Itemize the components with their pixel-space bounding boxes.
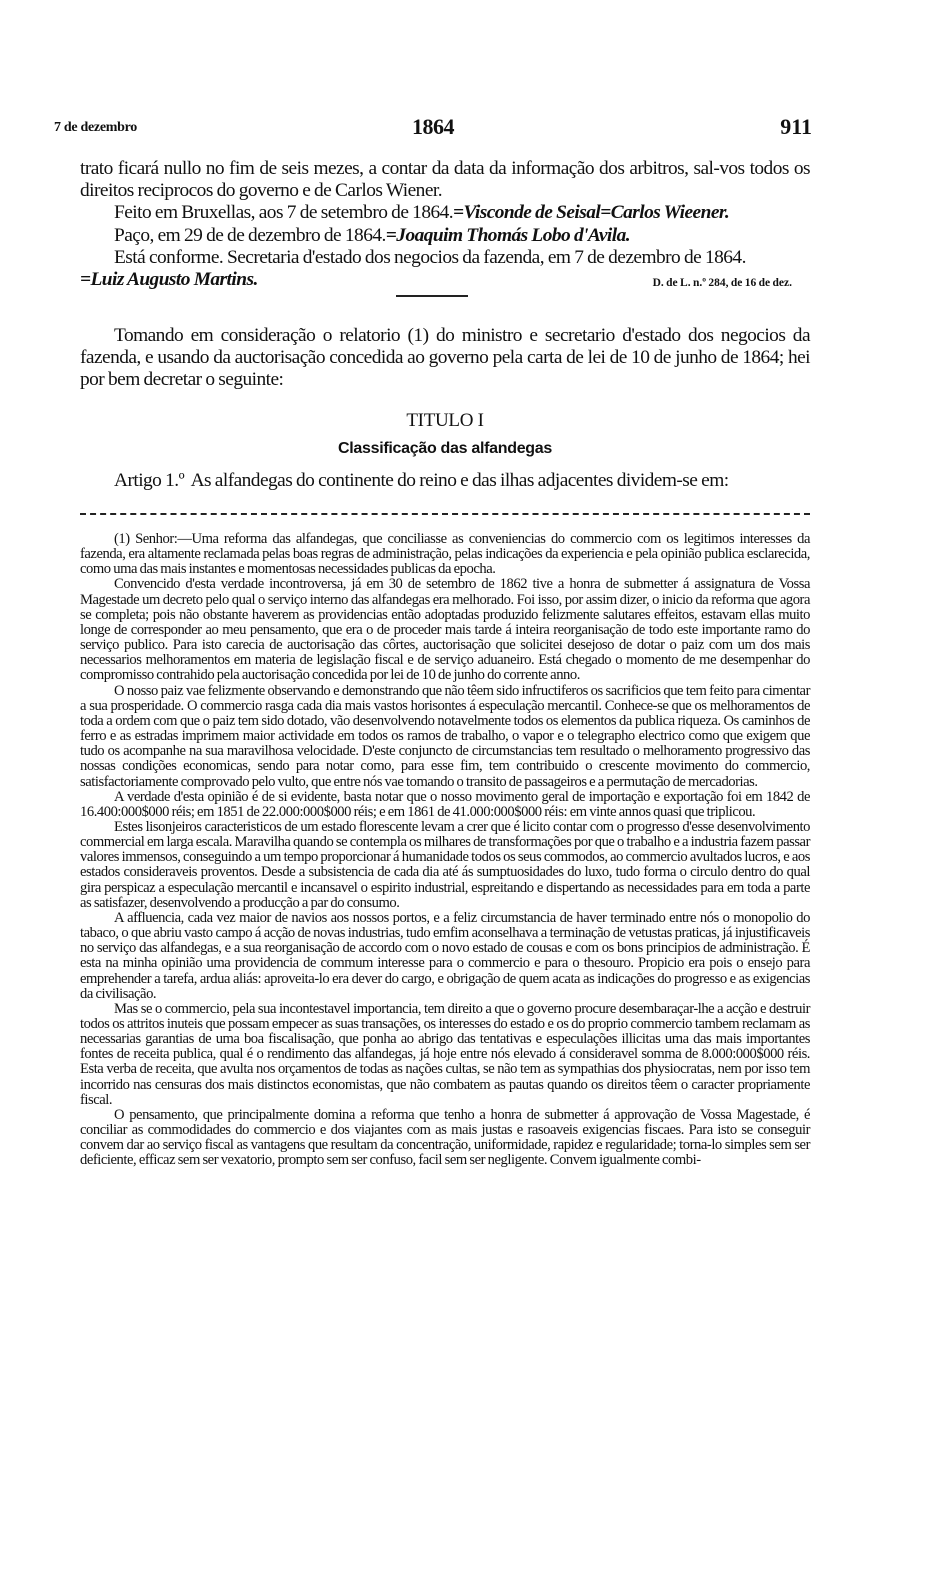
subtitle-heading: Classificação das alfandegas xyxy=(338,440,552,457)
article-1 xyxy=(80,470,810,492)
section-divider xyxy=(396,295,468,297)
signed-place: Feito em Bruxellas, aos 7 de setembro de 1864. xyxy=(114,202,454,224)
footnote-paragraph: O nosso paiz vae felizmente observando e demonstrando que não têem sido infructiferos os sacrificios que tem feito para cimentar a sua prosperidade. O commercio rasga cada dia mais vastos horisontes á especulação mercantil. Conhece-se que os melhoramentos de toda a ordem com que o paiz tem sido dotado, vão desenvolvendo notavelmente todos os elementos da publica riqueza. Os caminhos de ferro e as estradas imprimem maior actividade em todos os ramos de trabalho, o vapor e o telegrapho electrico como que exigem que tudo os acompanhe na sua maravilhosa velocidade. D'este conjuncto de circumstancias tem resultado o melhoramento progressivo das nossas condições economicas, sendo para notar como, para esse fim, tem contribuido o crescente movimento do commercio, satisfactoriamente comprovado pelo vulto, que entre nós vae tomando o transito de passageiros e a permutação de mercadorias. xyxy=(80,682,810,790)
conforme-signatory: =Luiz Augusto Martins. xyxy=(80,269,258,291)
conforme-line: Está conforme. Secretaria d'estado dos negocios da fazenda, em 7 de dezembro de 1864. xyxy=(114,246,746,268)
title-heading: TITULO I xyxy=(406,410,484,431)
paco-signatory: =Joaquim Thomás Lobo d'Avila. xyxy=(385,224,631,246)
footnote-paragraph: A verdade d'esta opinião é de si evidente, basta notar que o nosso movimento geral de importação e exportação foi em 1842 de 16.400:000$000 réis; em 1851 de 22.000:000$000 réis; e em 1861 de 41.000:000$000 réis: em vinte annos quasi que triplicou. xyxy=(80,788,810,820)
footnote-paragraph: Convencido d'esta verdade incontroversa, já em 30 de setembro de 1862 tive a honra de submetter á assignatura de Vossa Magestade um decreto pelo qual o serviço interno das alfandegas era melhorado. Foi isso, por assim dizer, o inicio da reforma que agora se completa; pois não obstante haverem as providencias então adoptadas produzido felizmente salutares effeitos, estavam ellas muito longe de corresponder ao meu pensamento, que era o de proceder mais tarde á inteira reorganisação de todo este importante ramo do serviço publico. Para isto carecia de auctorisação das côrtes, auctorisação que solicitei desejoso de dotar o paiz com um dos mais necessarios melhoramentos em materia de legislação fiscal e de serviço aduaneiro. Está chegado o momento de me desempenhar do compromisso contrahido pela auctorisação concedida por lei de 10 de junho do corrente anno. xyxy=(80,576,810,684)
footnote-paragraph: Estes lisonjeiros caracteristicos de um estado florescente levam a crer que é licito contar com o progresso d'esse desenvolvimento commercial em larga escala. Maravilha quando se contempla os milhares de transformações por que o trabalho e a industria fazem passar valores immensos, conseguindo a um tempo proporcionar á humanidade todos os seus commodos, ao commercio avultados lucros, e aos estados consideraveis proventos. Desde a subsistencia de cada dia até ás sumptuosidades do luxo, tudo forma o circulo dentro do qual gira perspicaz a especulação mercantil e incansavel o espirito industrial, espreitando e dispertando as necessidades para em toda a parte as satisfazer, desenvolvendo a producção a par do consumo. xyxy=(80,818,810,911)
header-year: 1864 xyxy=(412,114,454,139)
header-date: 7 de dezembro xyxy=(54,120,137,135)
page-number: 911 xyxy=(780,114,812,139)
footnote-divider xyxy=(80,513,810,515)
footnote-paragraph: (1) Senhor:—Uma reforma das alfandegas, que conciliasse as conveniencias do commercio com os legitimos interesses da fazenda, era altamente reclamada pelas boas regras de administração, pelas indicações da experiencia e pela opinião publica esclarecida, como uma das mais instantes e momentosas necessidades publicas da epocha. xyxy=(80,531,810,578)
contract-ending xyxy=(80,158,810,291)
footnote-paragraph: A affluencia, cada vez maior de navios aos nossos portos, e a feliz circumstancia de haver terminado entre nós o monopolio do tabaco, o que abriu vasto campo á acção de novas industrias, tudo emfim aconselhava a terminação de vetustas praticas, já injustificaveis no serviço das alfandegas, e a sua reorganisação de accordo com o novo estado de cousas e com os bons principios de administração. É esta na minha opinião uma providencia de commum interesse para o commercio e para o thesouro. Propicio era pois o ensejo para emprehender a tarefa, ardua aliás: aproveita-lo era dever do cargo, e obrigação de quem acata as indicações do progresso e as exigencias da civilisação. xyxy=(80,909,810,1002)
paco-line xyxy=(80,225,810,247)
signed-at-line xyxy=(80,202,810,224)
footnote-paragraph: O pensamento, que principalmente domina a reforma que tenho a honra de submetter á approvação de Vossa Magestade, é conciliar as commodidades do commercio e dos viajantes com as mais justas e rasoaveis exigencias fiscaes. Para isto se conseguir convem dar ao serviço fiscal as vantagens que resultam da concentração, uniformidade, rapidez e regularidade; torna-lo simples sem ser deficiente, efficaz sem ser vexatorio, prompto sem ser confuso, facil sem ser negligente. Convem igualmente combi- xyxy=(80,1106,810,1169)
signatories: =Visconde de Seisal=Carlos Wieener. xyxy=(453,202,730,224)
footnote-paragraph: Mas se o commercio, pela sua incontestavel importancia, tem direito a que o governo procure desembaraçar-lhe a acção e destruir todos os attritos inuteis que possam empecer as suas transações, os interesses do estado e os do proprio commercio tambem reclamam as necessarias garantias de uma boa fiscalisação, que ponha ao abrigo das tentativas e especulações illicitas uma das mais importantes fontes de receita publica, qual é o rendimento das alfandegas, já hoje entre nós elevado á consideravel somma de 8.000:000$000 réis. Esta verba de receita, que avulta nos orçamentos de todas as nações cultas, se não tem as sympathias dos physiocratas, nem por isso tem incorrido nas censuras dos mais distinctos economistas, que não combatem as pautas quando os direitos têem o caracter propriamente fiscal. xyxy=(80,1000,810,1108)
contract-last-paragraph: trato ficará nullo no fim de seis mezes, a contar da data da informação dos arbitros, sal-vos todos os direitos reciprocos do governo e de Carlos Wiener. xyxy=(80,158,810,202)
preamble-text: Tomando em consideração o relatorio (1) do ministro e secretario d'estado dos negocios da fazenda, e usando da auctorisação concedida ao governo pela carta de lei de 10 de junho de 1864; hei por bem decretar o seguinte: xyxy=(80,325,810,391)
page-header xyxy=(54,114,812,144)
article-text: As alfandegas do continente do reino e das ilhas adjacentes dividem-se em: xyxy=(190,470,729,491)
article-1-line xyxy=(80,470,810,492)
article-label: Artigo 1.º xyxy=(114,470,185,491)
conforme-signature-line xyxy=(80,269,810,291)
footnote xyxy=(80,532,810,1169)
paco-text: Paço, em 29 de de dezembro de 1864. xyxy=(114,224,386,246)
source-citation: D. de L. n.º 284, de 16 de dez. xyxy=(652,277,792,290)
decree-preamble xyxy=(80,325,810,392)
